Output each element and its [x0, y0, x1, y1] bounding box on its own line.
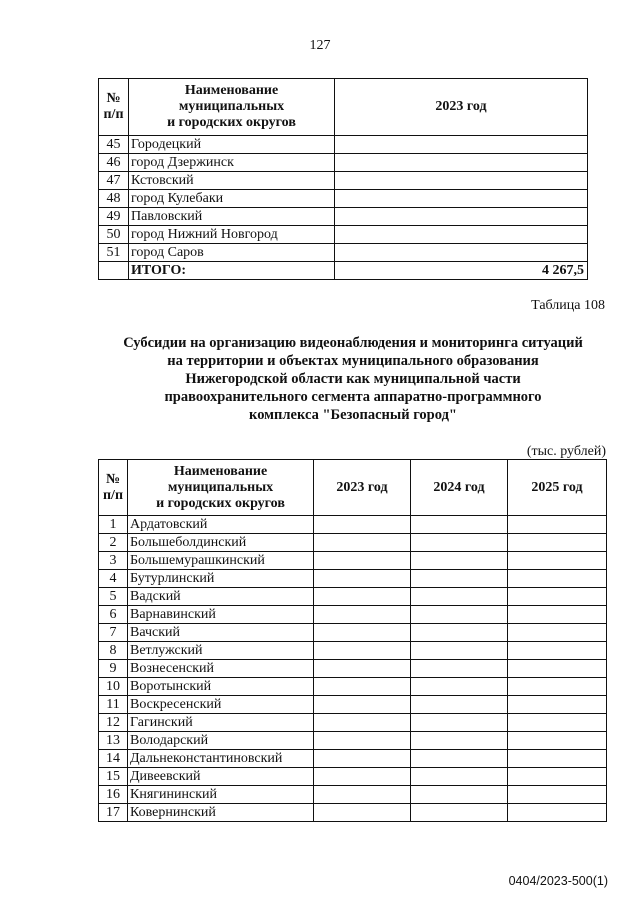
title-line: Нижегородской области как муниципальной части	[185, 371, 521, 387]
row-number: 13	[99, 732, 128, 750]
row-number: 1	[99, 516, 128, 534]
value-2024-cell	[411, 534, 508, 552]
value-2024-cell	[411, 552, 508, 570]
table-row	[99, 624, 607, 642]
value-2024-cell	[411, 642, 508, 660]
total-label: ИТОГО:	[129, 262, 335, 280]
row-number: 15	[99, 768, 128, 786]
row-number: 5	[99, 588, 128, 606]
table-row	[99, 696, 607, 714]
value-2025-cell	[508, 624, 607, 642]
row-number: 14	[99, 750, 128, 768]
value-2023-cell	[314, 534, 411, 552]
value-2024-cell	[411, 732, 508, 750]
table-row	[99, 606, 607, 624]
district-name: Гагинский	[128, 714, 314, 732]
row-number: 49	[99, 208, 129, 226]
row-number: 8	[99, 642, 128, 660]
value-2025-cell	[508, 534, 607, 552]
value-2025-cell	[508, 678, 607, 696]
row-number: 17	[99, 804, 128, 822]
table-row	[99, 804, 607, 822]
district-name: Вадский	[128, 588, 314, 606]
title-line: на территории и объектах муниципального образования	[167, 353, 539, 369]
column-header-2024: 2024 год	[411, 460, 508, 516]
value-2023-cell	[314, 768, 411, 786]
column-header-name-line: муниципальных	[178, 99, 285, 114]
district-name: Городецкий	[129, 136, 335, 154]
value-2024-cell	[411, 606, 508, 624]
district-name: Кстовский	[129, 172, 335, 190]
value-2025-cell	[508, 516, 607, 534]
row-number: 45	[99, 136, 129, 154]
column-header-name	[129, 79, 335, 136]
district-name: Павловский	[129, 208, 335, 226]
table-header-row	[99, 79, 588, 136]
table-row	[99, 172, 588, 190]
value-2025-cell	[508, 786, 607, 804]
district-name: Ардатовский	[128, 516, 314, 534]
district-name: Ветлужский	[128, 642, 314, 660]
value-2024-cell	[411, 624, 508, 642]
title-line: Субсидии на организацию видеонаблюдения и мониторинга ситуаций	[123, 335, 583, 351]
value-2023-cell	[314, 732, 411, 750]
value-2023-cell	[335, 244, 588, 262]
subsidies-table	[98, 459, 607, 822]
total-number-cell	[99, 262, 129, 280]
row-number: 51	[99, 244, 129, 262]
title-line: комплекса "Безопасный город"	[249, 407, 457, 423]
table-header-row	[99, 460, 607, 516]
table-row	[99, 732, 607, 750]
value-2025-cell	[508, 588, 607, 606]
row-number: 48	[99, 190, 129, 208]
value-2023-cell	[314, 552, 411, 570]
value-2023-cell	[314, 714, 411, 732]
district-name: Дивеевский	[128, 768, 314, 786]
value-2025-cell	[508, 804, 607, 822]
column-header-name-line: муниципальных	[167, 479, 274, 495]
row-number: 16	[99, 786, 128, 804]
page-number: 127	[309, 38, 331, 53]
column-header-number: № п/п	[99, 460, 128, 516]
table-row	[99, 642, 607, 660]
table-row	[99, 750, 607, 768]
district-name: Вознесенский	[128, 660, 314, 678]
value-2023-cell	[314, 804, 411, 822]
column-header-2023: 2023 год	[314, 460, 411, 516]
district-name: Вачский	[128, 624, 314, 642]
table-row	[99, 208, 588, 226]
column-header-2023: 2023 год	[335, 79, 588, 136]
value-2023-cell	[314, 696, 411, 714]
value-2023-cell	[314, 750, 411, 768]
table-row	[99, 714, 607, 732]
row-number: 11	[99, 696, 128, 714]
table-row	[99, 136, 588, 154]
districts-table-continued	[98, 78, 588, 280]
value-2025-cell	[508, 696, 607, 714]
table-row	[99, 678, 607, 696]
district-name: Варнавинский	[128, 606, 314, 624]
value-2023-cell	[314, 516, 411, 534]
table-row	[99, 552, 607, 570]
table-row	[99, 768, 607, 786]
table-row	[99, 588, 607, 606]
table-row	[99, 244, 588, 262]
value-2023-cell	[314, 660, 411, 678]
value-2025-cell	[508, 606, 607, 624]
value-2025-cell	[508, 732, 607, 750]
value-2024-cell	[411, 570, 508, 588]
table-row	[99, 570, 607, 588]
district-name: Ковернинский	[128, 804, 314, 822]
value-2025-cell	[508, 714, 607, 732]
column-header-number: № п/п	[99, 79, 129, 136]
value-2024-cell	[411, 678, 508, 696]
column-header-2025: 2025 год	[508, 460, 607, 516]
row-number: 46	[99, 154, 129, 172]
table-row	[99, 190, 588, 208]
value-2024-cell	[411, 588, 508, 606]
value-2025-cell	[508, 642, 607, 660]
row-number: 3	[99, 552, 128, 570]
value-2023-cell	[335, 154, 588, 172]
row-number: 9	[99, 660, 128, 678]
value-2024-cell	[411, 804, 508, 822]
column-header-name-line: и городских округов	[156, 495, 285, 511]
document-code: 0404/2023-500(1)	[508, 874, 608, 888]
units-label: (тыс. рублей)	[526, 444, 606, 459]
table-row	[99, 786, 607, 804]
value-2025-cell	[508, 552, 607, 570]
column-header-name-line: Наименование	[173, 463, 268, 479]
district-name: Бутурлинский	[128, 570, 314, 588]
value-2025-cell	[508, 570, 607, 588]
row-number: 47	[99, 172, 129, 190]
row-number: 12	[99, 714, 128, 732]
value-2024-cell	[411, 714, 508, 732]
district-name: Большеболдинский	[128, 534, 314, 552]
district-name: Дальнеконстантиновский	[128, 750, 314, 768]
district-name: город Саров	[129, 244, 335, 262]
value-2024-cell	[411, 786, 508, 804]
row-number: 6	[99, 606, 128, 624]
table-label: Таблица 108	[531, 298, 605, 313]
title-line: правоохранительного сегмента аппаратно-программного	[164, 389, 542, 405]
value-2023-cell	[335, 190, 588, 208]
value-2024-cell	[411, 768, 508, 786]
table-row	[99, 534, 607, 552]
row-number: 4	[99, 570, 128, 588]
value-2025-cell	[508, 750, 607, 768]
value-2023-cell	[335, 208, 588, 226]
district-name: город Кулебаки	[129, 190, 335, 208]
district-name: Большемурашкинский	[128, 552, 314, 570]
district-name: город Дзержинск	[129, 154, 335, 172]
value-2023-cell	[314, 570, 411, 588]
row-number: 7	[99, 624, 128, 642]
district-name: Воротынский	[128, 678, 314, 696]
table-row	[99, 660, 607, 678]
value-2024-cell	[411, 750, 508, 768]
total-value: 4 267,5	[335, 262, 588, 280]
row-number: 50	[99, 226, 129, 244]
district-name: город Нижний Новгород	[129, 226, 335, 244]
table-row	[99, 154, 588, 172]
value-2023-cell	[335, 226, 588, 244]
district-name: Воскресенский	[128, 696, 314, 714]
value-2023-cell	[314, 786, 411, 804]
value-2023-cell	[314, 624, 411, 642]
value-2024-cell	[411, 516, 508, 534]
column-header-name	[128, 460, 314, 516]
value-2023-cell	[335, 136, 588, 154]
value-2023-cell	[314, 642, 411, 660]
value-2024-cell	[411, 660, 508, 678]
column-header-name-line: Наименование	[184, 83, 279, 98]
value-2024-cell	[411, 696, 508, 714]
district-name: Володарский	[128, 732, 314, 750]
row-number: 10	[99, 678, 128, 696]
value-2023-cell	[335, 172, 588, 190]
value-2025-cell	[508, 660, 607, 678]
total-row	[99, 262, 588, 280]
value-2023-cell	[314, 588, 411, 606]
row-number: 2	[99, 534, 128, 552]
column-header-name-line: и городских округов	[167, 115, 296, 130]
table-row	[99, 226, 588, 244]
value-2025-cell	[508, 768, 607, 786]
value-2023-cell	[314, 678, 411, 696]
table-row	[99, 516, 607, 534]
value-2023-cell	[314, 606, 411, 624]
district-name: Княгининский	[128, 786, 314, 804]
table-title	[98, 334, 608, 424]
